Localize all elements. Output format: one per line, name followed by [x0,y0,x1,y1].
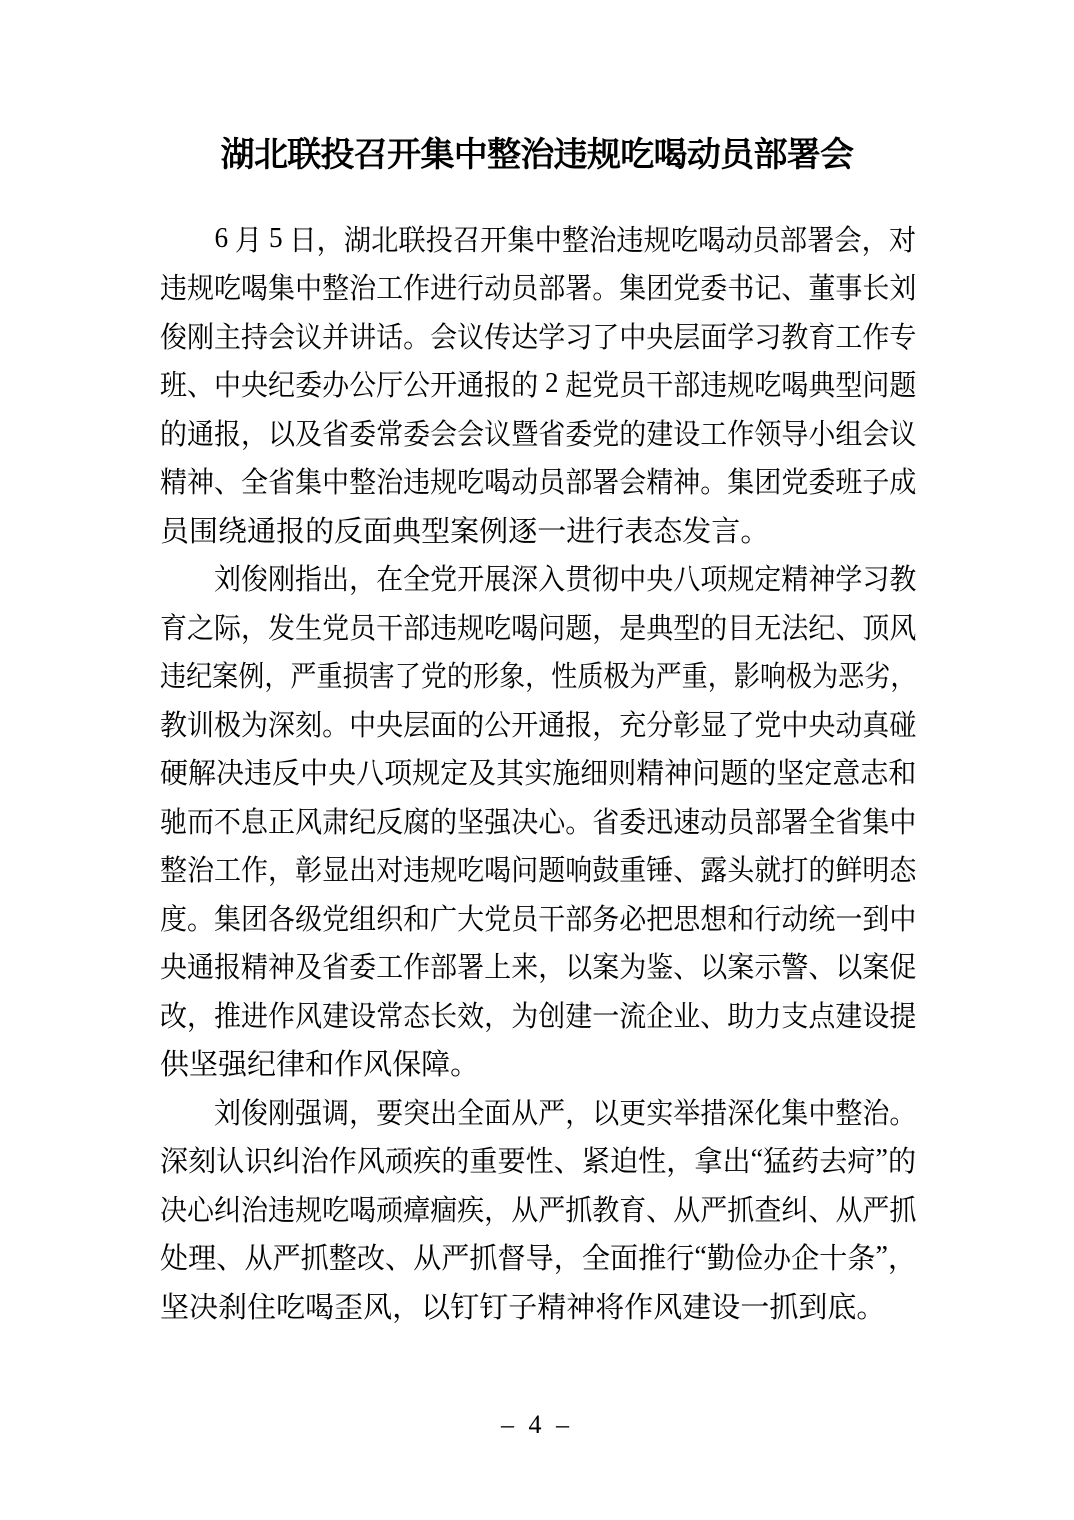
paragraph-line: 驰 而 不 息 正 风 肃 纪 反 腐 的 坚 强 决 心 。 省 委 迅 速 动 员 部 署 全 省 集 中 [160,806,917,839]
document-body [160,214,916,1330]
page-title: 湖北联投召开集中整治违规吃喝动员部署会 [220,137,854,174]
paragraph-line: 刘 俊 刚 指 出 ， 在 全 党 开 展 深 入 贯 彻 中 央 八 项 规 定 精 神 学 习 教 [214,564,917,597]
paragraph-line: 供 坚 强 纪 律 和 作 风 保 障 。 [160,1049,480,1082]
paragraph-line: 教 训 极 为 深 刻 。 中 央 层 面 的 公 开 通 报 ， 充 分 彰 显 了 党 中 央 动 真 碰 [160,709,917,742]
paragraph-line: 违 纪 案 例 ， 严 重 损 害 了 党 的 形 象 ， 性 质 极 为 严 重 ， 影 响 极 为 恶 劣 ， [160,661,917,694]
paragraph-line: 坚 决 刹 住 吃 喝 歪 风 ， 以 钉 钉 子 精 神 将 作 风 建 设 一 抓 到 底 。 [160,1291,886,1324]
paragraph-line: 员 围 绕 通 报 的 反 面 典 型 案 例 逐 一 进 行 表 态 发 言 。 [160,515,770,548]
paragraph-line: 深 刻 认 识 纠 治 作 风 顽 疾 的 重 要 性 、 紧 迫 性 ， 拿 出 “ 猛 药 去 疴 ” 的 [160,1143,917,1179]
paragraph-line: 央 通 报 精 神 及 省 委 工 作 部 署 上 来 ， 以 案 为 鉴 、 以 案 示 警 、 以 案 促 [160,952,917,985]
paragraph-line: 育 之 际 ， 发 生 党 员 干 部 违 规 吃 喝 问 题 ， 是 典 型 的 目 无 法 纪 、 顶 风 [160,612,917,645]
paragraph-line: 班 、 中 央 纪 委 办 公 厅 公 开 通 报 的 2 起 党 员 干 部 违 规 吃 喝 典 型 问 题 [160,367,917,403]
paragraph-line: 的 通 报 ， 以 及 省 委 常 委 会 会 议 暨 省 委 党 的 建 设 工 作 领 导 小 组 会 议 [160,418,917,451]
paragraph-line: 决 心 纠 治 违 规 吃 喝 顽 瘴 痼 疾 ， 从 严 抓 教 育 、 从 严 抓 查 纠 、 从 严 抓 [160,1194,917,1227]
page-number: – 4 – [501,1410,573,1439]
paragraph-line: 精 神 、 全 省 集 中 整 治 违 规 吃 喝 动 员 部 署 会 精 神 。 集 团 党 委 班 子 成 [160,467,917,500]
paragraph-line: 处 理 、 从 严 抓 整 改 、 从 严 抓 督 导 ， 全 面 推 行 “ 勤 俭 办 企 十 条 ” ， [160,1240,917,1276]
paragraph-line: 改 ， 推 进 作 风 建 设 常 态 长 效 ， 为 创 建 一 流 企 业 、 助 力 支 点 建 设 提 [160,1000,917,1033]
paragraph-line: 违 规 吃 喝 集 中 整 治 工 作 进 行 动 员 部 署 。 集 团 党 委 书 记 、 董 事 长 刘 [160,273,917,306]
paragraph-line: 6 月 5 日 ， 湖 北 联 投 召 开 集 中 整 治 违 规 吃 喝 动 员 部 署 会 ， 对 [214,221,917,257]
paragraph-line: 度 。 集 团 各 级 党 组 织 和 广 大 党 员 干 部 务 必 把 思 想 和 行 动 统 一 到 中 [160,903,917,936]
paragraph-line: 硬 解 决 违 反 中 央 八 项 规 定 及 其 实 施 细 则 精 神 问 题 的 坚 定 意 志 和 [160,758,917,791]
paragraph-line: 俊 刚 主 持 会 议 并 讲 话 。 会 议 传 达 学 习 了 中 央 层 面 学 习 教 育 工 作 专 [160,321,917,354]
paragraph-line: 刘 俊 刚 强 调 ， 要 突 出 全 面 从 严 ， 以 更 实 举 措 深 化 集 中 整 治 。 [214,1097,917,1130]
paragraph-line: 整 治 工 作 ， 彰 显 出 对 违 规 吃 喝 问 题 响 鼓 重 锤 、 露 头 就 打 的 鲜 明 态 [160,855,917,888]
